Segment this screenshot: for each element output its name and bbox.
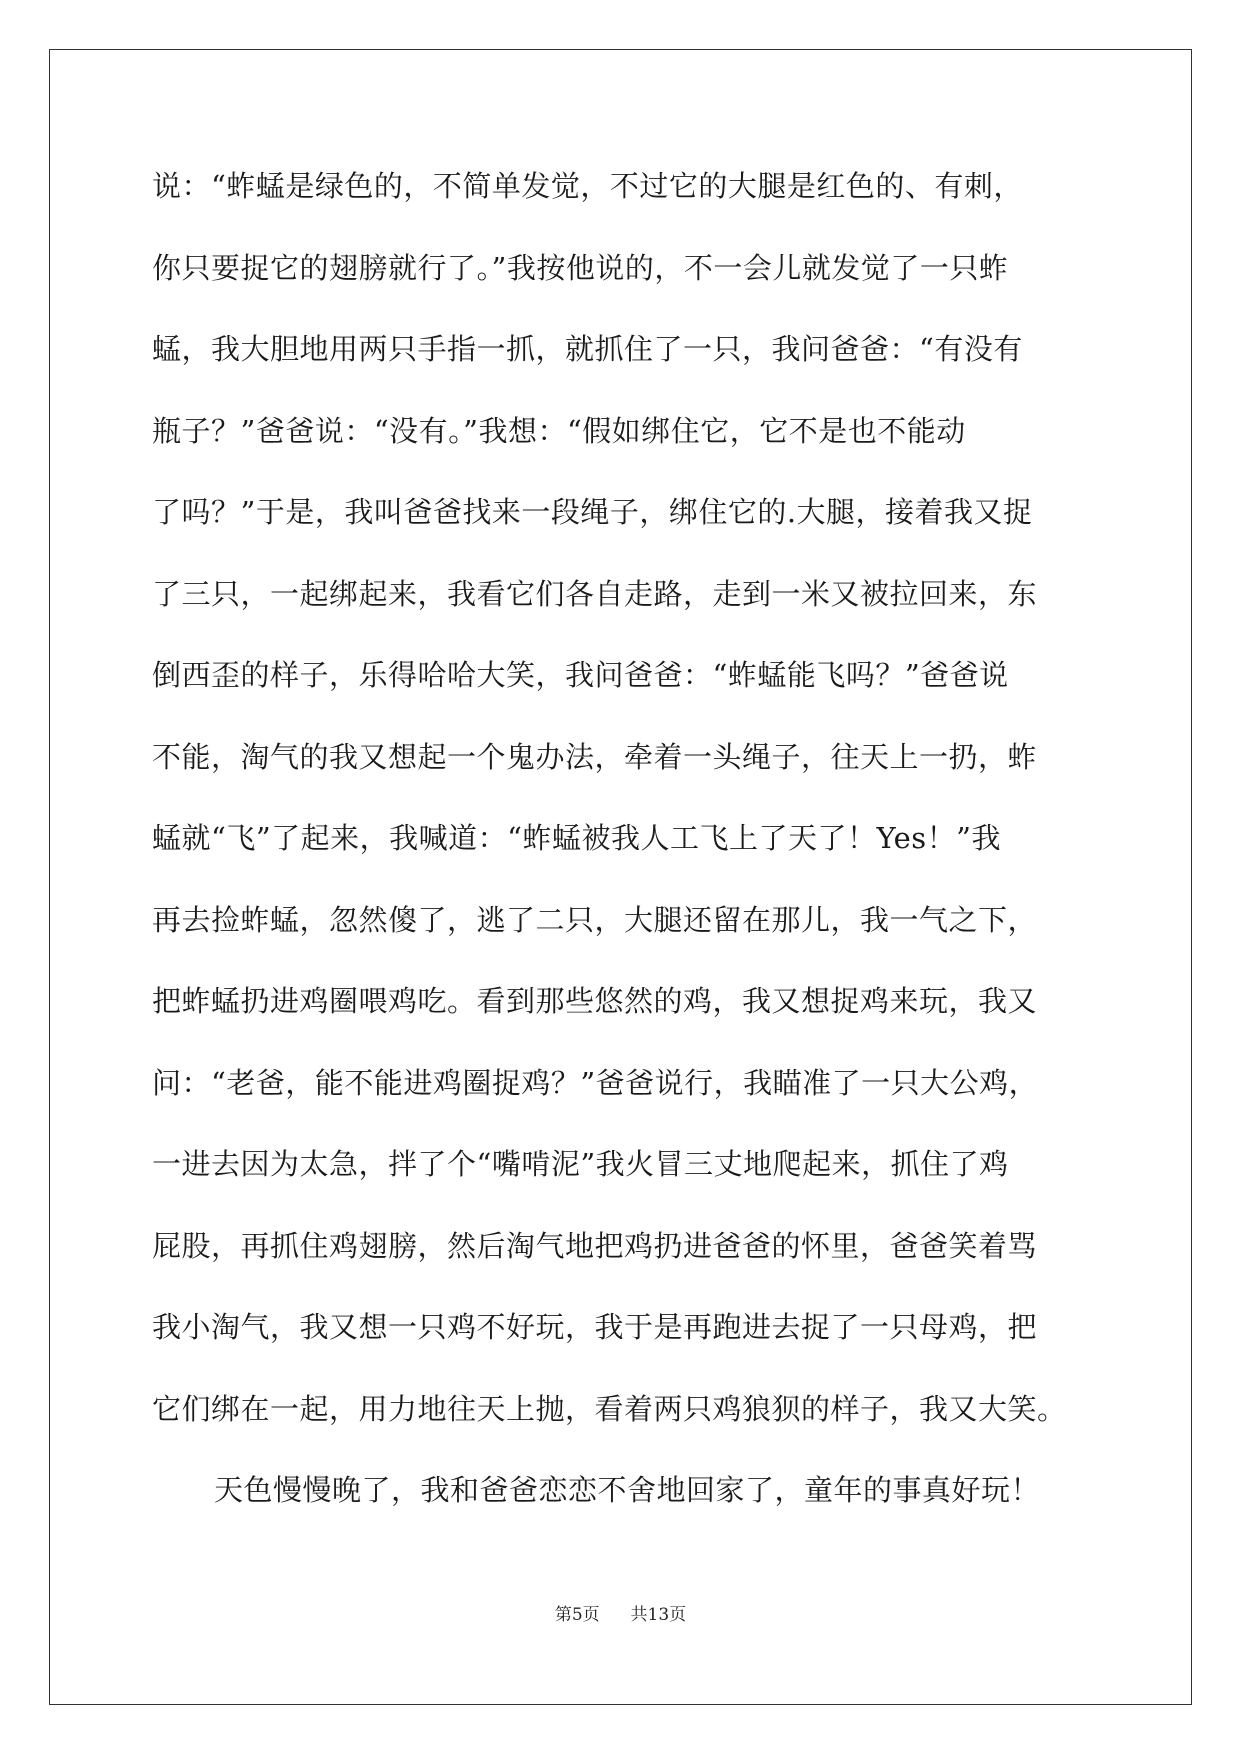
- text-line-13: 一进去因为太急，拌了个“嘴啃泥”我火冒三丈地爬起来，抓住了鸡: [152, 1147, 1009, 1181]
- text-line-7: 倒西歪的样子，乐得哈哈大笑，我问爸爸：“蚱蜢能飞吗？”爸爸说: [152, 658, 1009, 692]
- text-line-9: 蜢就“飞”了起来，我喊道：“蚱蜢被我人工飞上了天了！Yes！”我: [152, 821, 1001, 855]
- text-line-15: 我小淘气，我又想一只鸡不好玩，我于是再跑进去捉了一只母鸡，把: [152, 1310, 1038, 1344]
- page-footer: [0, 1600, 1241, 1625]
- text-line-8: 不能，淘气的我又想起一个鬼办法，牵着一头绳子，往天上一扔，蚱: [152, 739, 1038, 774]
- text-line-11: 把蚱蜢扔进鸡圈喂鸡吃。看到那些悠然的鸡，我又想捉鸡来玩，我又: [152, 984, 1038, 1018]
- text-line-10: 再去捡蚱蜢，忽然傻了，逃了二只，大腿还留在那儿，我一气之下，: [152, 902, 1038, 937]
- text-line-5: 了吗？”于是，我叫爸爸找来一段绳子，绑住它的.大腿，接着我又捉: [152, 495, 1033, 529]
- text-line-12: 问：“老爸，能不能进鸡圈捉鸡？”爸爸说行，我瞄准了一只大公鸡，: [152, 1065, 1039, 1100]
- body-text: [152, 168, 1112, 1554]
- text-line-3: 蜢，我大胆地用两只手指一抓，就抓住了一只，我问爸爸：“有没有: [152, 332, 1023, 366]
- text-line-14: 屁股，再抓住鸡翅膀，然后淘气地把鸡扔进爸爸的怀里，爸爸笑着骂: [152, 1228, 1038, 1263]
- text-line-6: 了三只，一起绑起来，我看它们各自走路，走到一米又被拉回来，东: [152, 576, 1038, 611]
- text-line-16: 它们绑在一起，用力地往天上抛，看着两只鸡狼狈的样子，我又大笑。: [152, 1391, 1067, 1426]
- page-number: 第5页: [554, 1605, 600, 1625]
- text-line-2: 你只要捉它的翅膀就行了。”我按他说的，不一会儿就发觉了一只蚱: [152, 250, 1009, 285]
- closing-paragraph: 天色慢慢晚了，我和爸爸恋恋不舍地回家了，童年的事真好玩！: [214, 1473, 1041, 1507]
- page-total: 共13页: [630, 1605, 687, 1625]
- text-line-1: 说：“蚱蜢是绿色的，不简单发觉，不过它的大腿是红色的、有刺，: [152, 169, 1023, 203]
- text-line-4: 瓶子？”爸爸说：“没有。”我想：“假如绑住它，它不是也不能动: [152, 413, 966, 448]
